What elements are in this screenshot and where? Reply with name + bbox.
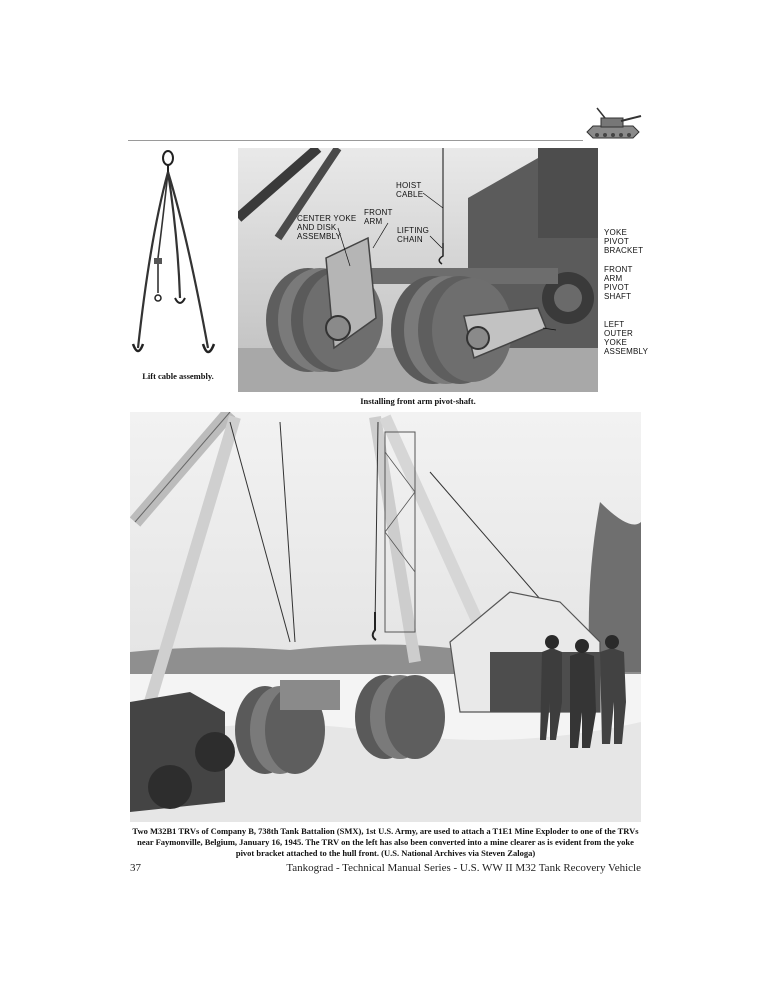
pivot-shaft-caption: Installing front arm pivot-shaft. xyxy=(360,396,476,406)
header-rule xyxy=(128,140,583,141)
callout-yoke-pivot-bracket: YOKE PIVOT BRACKET xyxy=(604,228,644,255)
running-title: Tankograd - Technical Manual Series - U.S. WW II M32 Tank Recovery Vehicle xyxy=(286,862,641,874)
callout-left-outer-yoke: LEFT OUTER YOKE ASSEMBLY xyxy=(604,320,649,356)
trv-snow-caption: Two M32B1 TRVs of Company B, 738th Tank Battalion (SMX), 1st U.S. Army, are used to attach a T1E1 Mine Exploder to one of the TRVs near Faymonville, Belgium, January 16, 1945. The TRV on the left has also been converted into a mine clearer as is evident from the yoke pivot bracket attached to the hull front. (U.S. National Archives via Steven Zaloga) xyxy=(132,826,639,858)
callout-front-arm: FRONT ARM xyxy=(364,208,393,226)
callout-center-yoke: CENTER YOKE AND DISK ASSEMBLY xyxy=(297,214,357,241)
lift-cable-illustration xyxy=(128,148,228,368)
trv-snow-photo xyxy=(130,412,641,822)
callout-lifting-chain: LIFTING CHAIN xyxy=(397,226,430,244)
callout-hoist-cable: HOIST CABLE xyxy=(396,181,424,199)
lift-cable-caption: Lift cable assembly. xyxy=(142,371,214,381)
page-number: 37 xyxy=(130,862,141,874)
callout-front-arm-pivot-shaft: FRONT ARM PIVOT SHAFT xyxy=(604,265,633,301)
tank-logo-icon xyxy=(583,106,643,142)
